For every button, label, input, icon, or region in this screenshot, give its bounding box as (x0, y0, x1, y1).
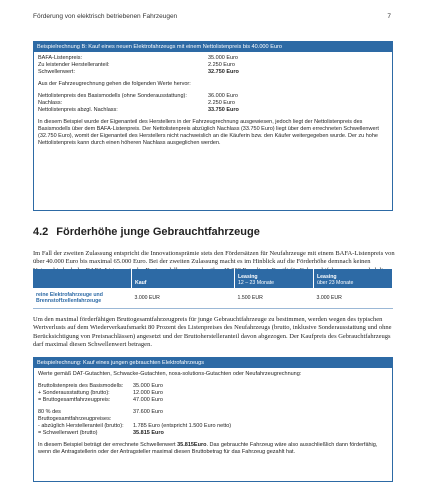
example-box-b-title: Beispielrechnung B: Kauf eines neuen Elektrofahrzeugs mit einem Nettolistenpreis bis 40.000 Euro (34, 42, 392, 52)
box1-value: 36.000 Euro (208, 93, 238, 99)
table-header-cell: Kauf (132, 269, 235, 288)
paragraph-threshold: Um den maximal förderfähigen Bruttogesamtfahrzeugpreis für junge Gebrauchtfahrzeuge zu bestimmen, werden wegen des typischen Wertverlusts auf dem Wiederverkaufsmarkt 80 Prozent des Listenpreises des Neufahrzeugs (brutto, inklusive Sonderausstattung und ohne Berücksichtigung von Preisnachlässen) angesetzt und der Bruttoherstelleranteil davon abgezogen. Der Kaufpreis des Gebrauchtfahrzeugs darf maximal diesen Schwellenwert betragen. (33, 316, 392, 348)
table-cell-category: reine Elektrofahrzeuge und Brennstoffzellenfahrzeuge (33, 288, 132, 309)
box2-label: + Sonderausstattung (brutto): (38, 390, 110, 396)
table-cell: 1.500 EUR (235, 288, 314, 309)
table-cell: 3.000 EUR (314, 288, 393, 309)
box1-label: BAFA-Listenpreis: (38, 55, 83, 61)
box2-value: 47.000 Euro (133, 397, 163, 403)
table-header-row (33, 269, 393, 288)
table-row (33, 288, 393, 309)
box1-note: In diesem Beispiel wurde der Eigenanteil des Herstellers in der Fahrzeugrechnung ausgewiesen, jedoch liegt der Nettolistenpreis des Basismodells über dem BAFA-Listenpreis. Der Nettolistenpreis abzüglich Nachlass (33.750 Euro) liegt über dem errechneten Schwellenwert (32.750 Euro), womit der Eigenanteil des Herstellers nicht nachweislich an die Käuferin bzw. den Käufer weitergegeben wurde. Der zu hohe Nettolistenpreis kann durch einen höheren Nachlass ausgeglichen werden. (38, 119, 379, 146)
box1-label: Nachlass: (38, 100, 63, 106)
box2-label: = Bruttogesamtfahrzeugpreis: (38, 397, 111, 403)
box2-label: - abzüglich Herstelleranteil (brutto): (38, 423, 124, 429)
box2-value: 35.815 Euro (133, 430, 164, 436)
box1-value: 2.250 Euro (208, 100, 235, 106)
section-title: Förderhöhe junge Gebrauchtfahrzeuge (56, 226, 260, 238)
header-title: Förderung von elektrisch betriebenen Fahrzeugen (33, 13, 178, 20)
page-header (33, 13, 391, 20)
box1-label: Nettolistenpreis abzgl. Nachlass: (38, 107, 118, 113)
box1-label: Nettolistenpreis des Basismodells (ohne Sonderausstattung): (38, 93, 187, 99)
box2-value: 1.785 Euro (entspricht 1.500 Euro netto) (133, 423, 232, 429)
box1-value: 2.250 Euro (208, 62, 235, 68)
box2-label: = Schwellenwert (brutto) (38, 430, 98, 436)
box2-label: 80 % des Bruttogesamtfahrzeugpreises: (38, 409, 112, 422)
funding-table (33, 269, 393, 309)
box1-intro: Aus der Fahrzeugrechnung gehen die folgenden Werte hervor: (38, 81, 191, 87)
example-box-used (33, 357, 393, 482)
box1-value: 32.750 Euro (208, 69, 239, 75)
box1-label: Zu leistender Herstelleranteil: (38, 62, 110, 68)
table-cell: 3.000 EUR (132, 288, 235, 309)
box2-note: In diesem Beispiel beträgt der errechnete Schwellenwert 35.815Euro. Das gebrauchte Fahrzeug wäre also ausschließlich dann förderfähig, wenn die Antragstellerin oder der Antragsteller maximal diesen Bruttobetrag für das Fahrzeug gezahlt hat. (38, 442, 378, 455)
box2-label: Bruttolistenpreis des Basismodells: (38, 383, 124, 389)
section-number: 4.2 (33, 226, 49, 238)
box1-label: Schwellenwert: (38, 69, 75, 75)
example-box-b (33, 41, 393, 211)
box1-value: 33.750 Euro (208, 107, 239, 113)
box2-intro: Werte gemäß DAT-Gutachten, Schwacke-Gutachten, noxa-solutions-Gutachten oder Neufahrzeugrechnung: (38, 371, 302, 377)
box2-value: 35.000 Euro (133, 383, 163, 389)
table-header-cell: Leasing 12 – 23 Monate (235, 269, 314, 288)
example-box-used-title: Beispielrechnung: Kauf eines jungen gebrauchten Elektrofahrzeugs (34, 358, 392, 368)
table-header-cell: Leasing über 23 Monate (314, 269, 393, 288)
box1-value: 35.000 Euro (208, 55, 238, 61)
table-header-cell (33, 269, 132, 288)
page-number: 7 (387, 13, 391, 20)
box2-value: 37.600 Euro (133, 409, 163, 415)
section-heading (33, 226, 260, 238)
paragraph-intro: Im Fall der zweiten Zulassung entspricht die Innovationsprämie stets den Fördersätzen für Neufahrzeuge mit einem BAFA-Listenpreis von über 40.000 Euro bis maximal 65.000 Euro. Bei der zweiten Zulassung macht es im Hinblick auf die Förderhöhe demnach keinen (33, 250, 395, 266)
box2-value: 12.000 Euro (133, 390, 163, 396)
